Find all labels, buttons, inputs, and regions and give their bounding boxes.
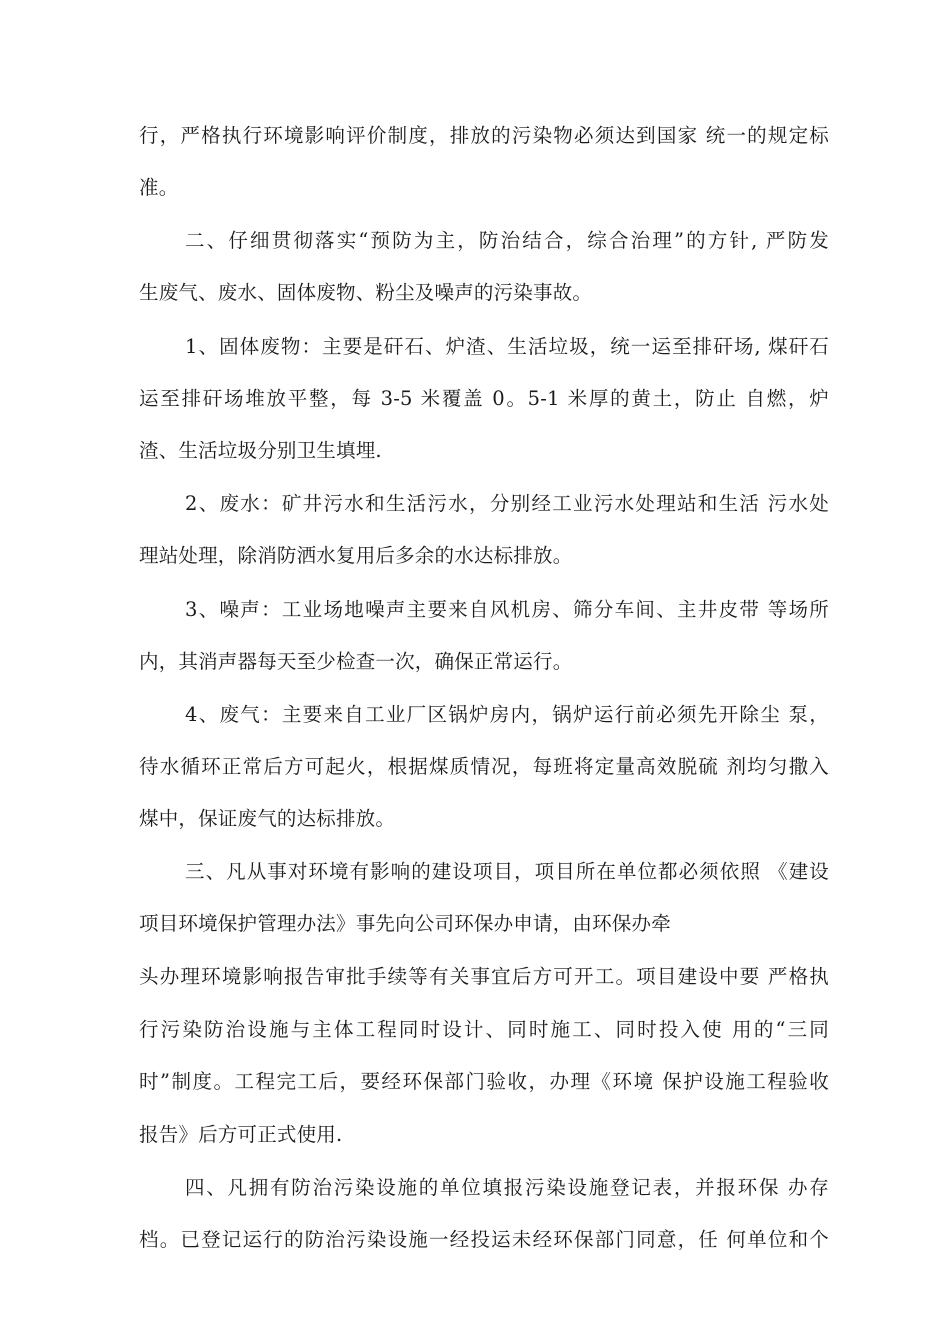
paragraph-3-line-1: 三、凡从事对环境有影响的建设项目，项目所在单位都必须依照 《建设 xyxy=(185,860,829,883)
item-2-line-2: 理站处理，除消防洒水复用后多余的水达标排放。 xyxy=(139,544,573,567)
paragraph-3-line-5: 时”制度。工程完工后，要经环保部门验收，办理《环境 保护设施工程验收 xyxy=(139,1070,829,1093)
paragraph-3-line-2: 项目环境保护管理办法》事先向公司环保办申请，由环保办牵 xyxy=(139,912,671,935)
item-2-line-1: 2、废水：矿井污水和生活污水，分别经工业污水处理站和生活 污水处 xyxy=(185,492,829,515)
paragraph-3-line-4: 行污染防治设施与主体工程同时设计、同时施工、同时投入使 用的“三同 xyxy=(139,1018,829,1041)
text-line-1: 行，严格执行环境影响评价制度，排放的污染物必须达到国家 统一的规定标 xyxy=(139,124,829,147)
item-3-line-1: 3、噪声：工业场地噪声主要来自风机房、筛分车间、主井皮带 等场所 xyxy=(185,598,829,621)
paragraph-3-line-3: 头办理环境影响报告审批手续等有关事宜后方可开工。项目建设中要 严格执 xyxy=(139,965,829,988)
text-line-2: 准。 xyxy=(139,176,179,199)
paragraph-2-line-2: 生废气、废水、固体废物、粉尘及噪声的污染事故。 xyxy=(139,281,593,304)
item-1-line-3: 渣、生活垃圾分别卫生填埋. xyxy=(139,439,382,462)
paragraph-4-line-1: 四、凡拥有防治污染设施的单位填报污染设施登记表，并报环保 办存 xyxy=(185,1176,829,1199)
item-4-line-1: 4、废气：主要来自工业厂区锅炉房内，锅炉运行前必须先开除尘 泵， xyxy=(185,703,829,726)
item-3-line-2: 内，其消声器每天至少检查一次，确保正常运行。 xyxy=(139,650,573,673)
item-1-line-2: 运至排矸场堆放平整，每 3-5 米覆盖 0。5-1 米厚的黄土，防止 自燃，炉 xyxy=(139,387,829,410)
item-1-line-1: 1、固体废物：主要是矸石、炉渣、生活垃圾，统一运至排矸场, 煤矸石 xyxy=(185,335,829,358)
item-4-line-3: 煤中，保证废气的达标排放。 xyxy=(139,807,396,830)
paragraph-2-line-1: 二、仔细贯彻落实“预防为主，防治结合，综合治理”的方针, 严防发 xyxy=(185,229,829,252)
paragraph-4-line-2: 档。已登记运行的防治污染设施一经投运未经环保部门同意，任 何单位和个 xyxy=(139,1228,829,1251)
item-4-line-2: 待水循环正常后方可起火，根据煤质情况，每班将定量高效脱硫 剂均匀撒入 xyxy=(139,755,829,778)
paragraph-3-line-6: 报告》后方可正式使用. xyxy=(139,1123,343,1146)
